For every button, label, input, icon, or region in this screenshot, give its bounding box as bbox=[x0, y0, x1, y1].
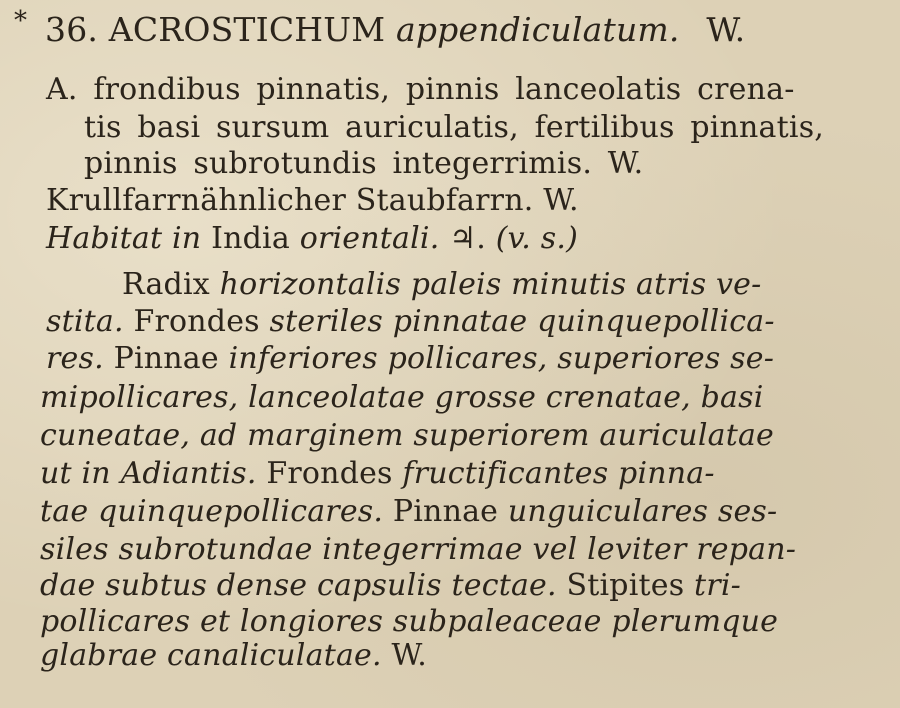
species-name: appendiculatum. bbox=[395, 10, 680, 49]
habitat-in: in bbox=[172, 221, 202, 256]
description-line bbox=[46, 302, 775, 342]
asterisk-mark: * bbox=[14, 6, 27, 36]
habitat-word: Habitat bbox=[46, 221, 163, 256]
description-run: Frondes bbox=[256, 456, 403, 491]
description-line bbox=[40, 636, 427, 676]
description-run: mipollicares, lanceolatae grosse crenatae, basi bbox=[40, 380, 764, 415]
entry-number: 36. bbox=[45, 10, 99, 49]
description-run: dae subtus dense capsulis tectae. bbox=[40, 568, 557, 603]
description-line bbox=[40, 454, 715, 494]
habitat-line bbox=[46, 219, 578, 259]
description-line bbox=[40, 530, 796, 570]
description-run: Radix bbox=[122, 267, 220, 302]
description-run: glabrae canaliculatae. bbox=[40, 638, 382, 673]
description-run: unguiculares ses- bbox=[507, 494, 778, 529]
description-run: tae quinquepollicares. bbox=[40, 494, 384, 529]
description-line bbox=[40, 566, 741, 606]
habitat-orientali: orientali. bbox=[299, 221, 440, 256]
habitat-note: (v. s.) bbox=[495, 221, 578, 256]
description-run: Stipites bbox=[556, 568, 695, 603]
description-run: W. bbox=[381, 638, 427, 673]
description-run: stita. bbox=[46, 304, 124, 339]
description-run: inferiores pollicares, superiores se- bbox=[228, 341, 775, 376]
diagnosis-line-2: tis basi sursum auriculatis, fertilibus pinnatis, bbox=[84, 110, 825, 145]
description-run: horizontalis paleis minutis atris ve- bbox=[219, 267, 762, 302]
description-run: cuneatae, ad marginem superiorem auriculatae bbox=[40, 418, 775, 453]
diagnosis-line-3: pinnis subrotundis integerrimis. W. bbox=[84, 146, 644, 181]
description-run: siles subrotundae integerrimae vel leviter repan- bbox=[40, 532, 797, 567]
perennial-symbol: ♃. bbox=[449, 221, 487, 256]
author-abbrev: W. bbox=[706, 10, 746, 49]
common-name: Krullfarrnähnlicher Staubfarrn. W. bbox=[46, 183, 579, 218]
description-line bbox=[40, 416, 774, 456]
description-run: tri- bbox=[694, 568, 741, 603]
description-run: res. bbox=[46, 341, 104, 376]
description-run: ut in Adiantis. bbox=[40, 456, 257, 491]
genus-name: ACROSTICHUM bbox=[108, 10, 386, 49]
description-run: Pinnae bbox=[383, 494, 508, 529]
description-run: Pinnae bbox=[103, 341, 229, 376]
habitat-place: India bbox=[211, 221, 290, 256]
description-run: Frondes bbox=[123, 304, 270, 339]
entry-heading bbox=[45, 10, 745, 50]
description-line bbox=[40, 378, 764, 418]
diagnosis-line-1: A. frondibus pinnatis, pinnis lanceolatis crena- bbox=[46, 72, 795, 107]
description-line bbox=[46, 339, 774, 379]
description-run: pollicares et longiores subpaleaceae plerumque bbox=[40, 604, 779, 639]
description-line bbox=[122, 265, 761, 305]
description-run: fructificantes pinna- bbox=[402, 456, 715, 491]
description-run: steriles pinnatae quinquepollica- bbox=[269, 304, 775, 339]
description-line bbox=[40, 492, 777, 532]
